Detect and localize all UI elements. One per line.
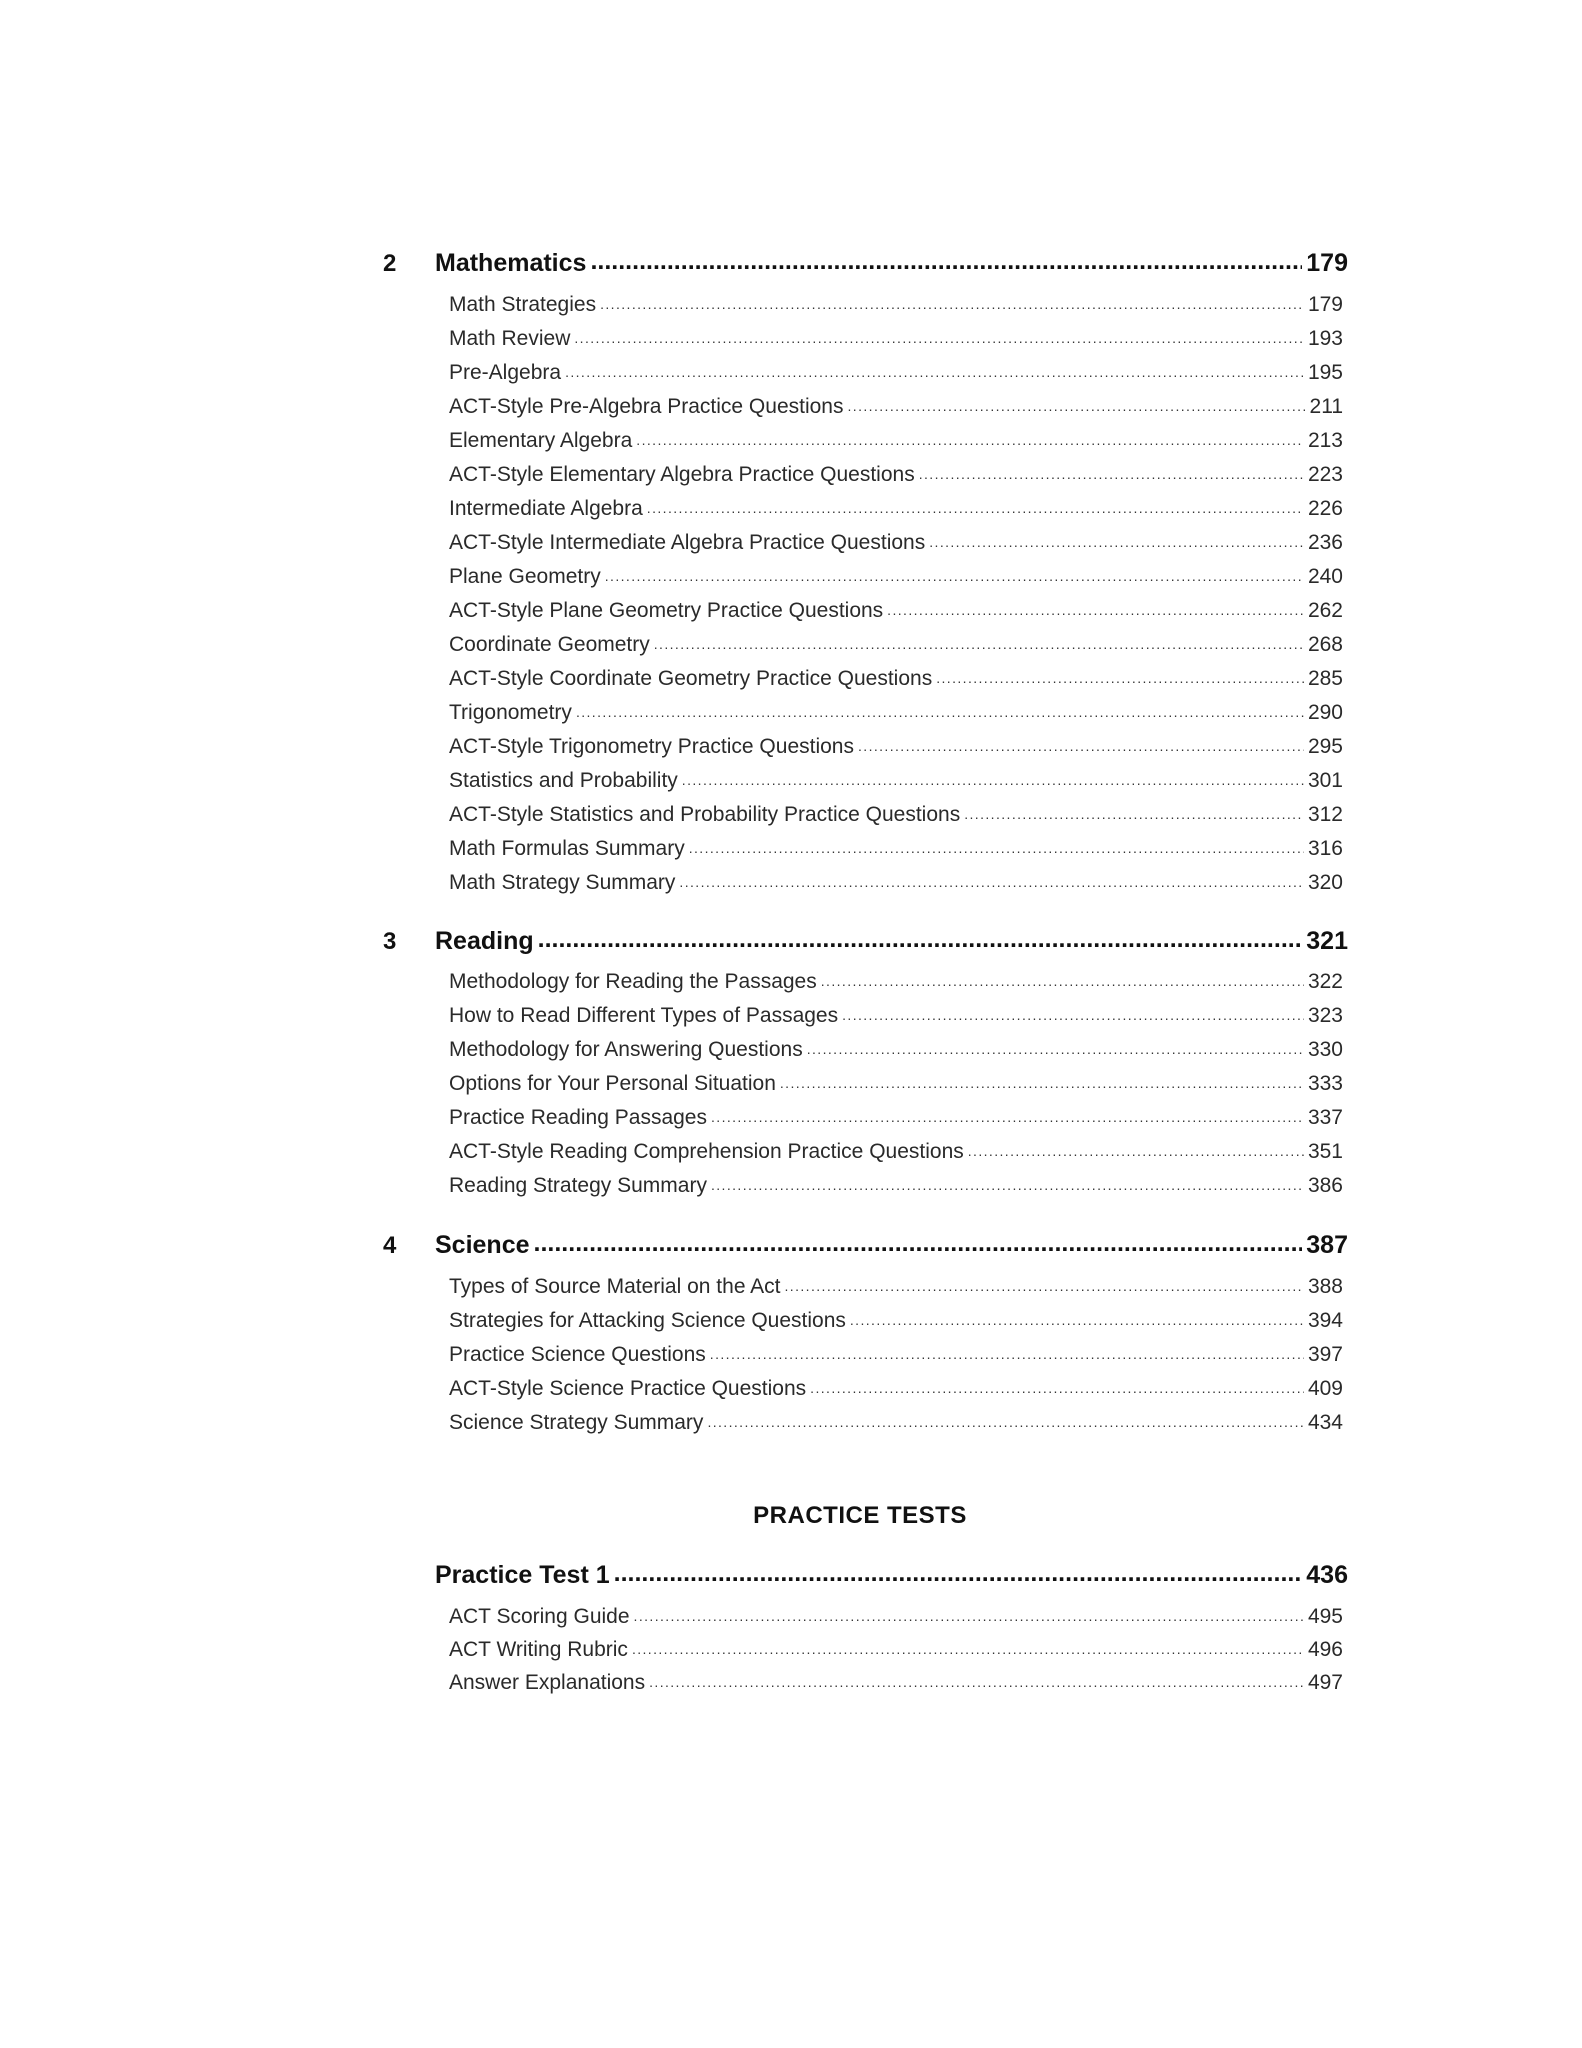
dot-leader	[679, 874, 1304, 890]
dot-leader	[785, 1278, 1304, 1294]
toc-entry[interactable]	[449, 1411, 1343, 1435]
practice-test-title: Practice Test 1	[435, 1561, 610, 1589]
dot-leader	[711, 1177, 1304, 1193]
toc-entry[interactable]	[449, 1004, 1343, 1028]
entry-page-number: 268	[1307, 633, 1343, 656]
toc-entry[interactable]	[449, 463, 1343, 487]
toc-entry[interactable]	[449, 1106, 1343, 1130]
entry-title: Science Strategy Summary	[449, 1411, 704, 1434]
chapter-number: 2	[383, 250, 397, 277]
entry-title: Options for Your Personal Situation	[449, 1072, 776, 1095]
toc-entry[interactable]	[449, 735, 1343, 759]
dot-leader	[576, 704, 1304, 720]
toc-entry[interactable]	[449, 871, 1343, 895]
entry-title: Elementary Algebra	[449, 429, 633, 452]
entry-title: ACT-Style Coordinate Geometry Practice Questions	[449, 667, 933, 690]
chapter-entry-mathematics[interactable]	[435, 249, 1348, 278]
entry-title: ACT-Style Elementary Algebra Practice Questions	[449, 463, 915, 486]
chapter-number: 4	[383, 1232, 397, 1259]
toc-entry[interactable]	[449, 701, 1343, 725]
dot-leader	[810, 1380, 1304, 1396]
toc-entry[interactable]	[449, 395, 1343, 419]
dot-leader	[682, 772, 1304, 788]
entry-page-number: 213	[1307, 429, 1343, 452]
toc-entry[interactable]	[449, 1671, 1343, 1695]
entry-page-number: 312	[1307, 803, 1343, 826]
toc-entry[interactable]	[449, 633, 1343, 657]
chapter-page-number: 321	[1306, 927, 1348, 955]
dot-leader	[634, 1608, 1304, 1624]
dot-leader	[654, 636, 1304, 652]
entry-title: ACT Writing Rubric	[449, 1638, 628, 1661]
entry-page-number: 495	[1307, 1605, 1343, 1628]
entry-title: ACT-Style Plane Geometry Practice Questions	[449, 599, 884, 622]
dot-leader	[574, 330, 1304, 346]
dot-leader	[636, 432, 1304, 448]
entry-page-number: 290	[1307, 701, 1343, 724]
entry-title: How to Read Different Types of Passages	[449, 1004, 839, 1027]
dot-leader	[689, 840, 1304, 856]
dot-leader	[565, 364, 1304, 380]
dot-leader	[707, 1414, 1304, 1430]
entry-page-number: 434	[1307, 1411, 1343, 1434]
toc-entry[interactable]	[449, 361, 1343, 385]
chapter-entry-reading[interactable]	[435, 927, 1348, 956]
dot-leader	[964, 806, 1304, 822]
toc-entry[interactable]	[449, 293, 1343, 317]
entry-title: Math Review	[449, 327, 571, 350]
toc-entry[interactable]	[449, 531, 1343, 555]
entry-page-number: 285	[1307, 667, 1343, 690]
dot-leader	[842, 1007, 1304, 1023]
entry-page-number: 397	[1307, 1343, 1343, 1366]
chapter-title: Mathematics	[435, 249, 587, 277]
entry-title: ACT-Style Science Practice Questions	[449, 1377, 807, 1400]
dot-leader	[807, 1041, 1304, 1057]
entry-title: Math Strategies	[449, 293, 597, 316]
entry-page-number: 226	[1307, 497, 1343, 520]
toc-entry[interactable]	[449, 1605, 1343, 1629]
chapter-title: Science	[435, 1231, 530, 1259]
entry-page-number: 195	[1307, 361, 1343, 384]
dot-leader	[614, 1559, 1303, 1588]
entry-title: Practice Science Questions	[449, 1343, 706, 1366]
practice-test-page-number: 436	[1306, 1561, 1348, 1589]
entry-title: ACT-Style Reading Comprehension Practice Questions	[449, 1140, 964, 1163]
entry-page-number: 330	[1307, 1038, 1343, 1061]
entry-page-number: 295	[1307, 735, 1343, 758]
dot-leader	[710, 1346, 1304, 1362]
entry-title: ACT-Style Statistics and Probability Practice Questions	[449, 803, 961, 826]
entry-page-number: 337	[1307, 1106, 1343, 1129]
entry-page-number: 301	[1307, 769, 1343, 792]
toc-entry[interactable]	[449, 497, 1343, 521]
dot-leader	[605, 568, 1304, 584]
toc-entry[interactable]	[449, 565, 1343, 589]
toc-entry[interactable]	[449, 1174, 1343, 1198]
toc-entry[interactable]	[449, 667, 1343, 691]
entry-page-number: 236	[1307, 531, 1343, 554]
entry-page-number: 323	[1307, 1004, 1343, 1027]
toc-entry[interactable]	[449, 769, 1343, 793]
dot-leader	[850, 1312, 1304, 1328]
entry-title: Statistics and Probability	[449, 769, 678, 792]
dot-leader	[821, 973, 1304, 989]
entry-title: Practice Reading Passages	[449, 1106, 707, 1129]
entry-title: ACT-Style Intermediate Algebra Practice Questions	[449, 531, 926, 554]
toc-entry[interactable]	[449, 429, 1343, 453]
entry-page-number: 394	[1307, 1309, 1343, 1332]
dot-leader	[711, 1109, 1304, 1125]
entry-page-number: 316	[1307, 837, 1343, 860]
dot-leader	[780, 1075, 1304, 1091]
chapter-page-number: 387	[1306, 1231, 1348, 1259]
entry-page-number: 262	[1307, 599, 1343, 622]
dot-leader	[647, 500, 1304, 516]
chapter-title: Reading	[435, 927, 534, 955]
toc-entry[interactable]	[449, 1377, 1343, 1401]
entry-page-number: 211	[1309, 395, 1343, 418]
dot-leader	[858, 738, 1304, 754]
entry-page-number: 409	[1307, 1377, 1343, 1400]
dot-leader	[919, 466, 1304, 482]
toc-entry[interactable]	[449, 1038, 1343, 1062]
entry-title: Coordinate Geometry	[449, 633, 650, 656]
dot-leader	[632, 1641, 1304, 1657]
entry-title: Math Formulas Summary	[449, 837, 685, 860]
entry-title: Math Strategy Summary	[449, 871, 676, 894]
entry-page-number: 322	[1307, 970, 1343, 993]
entry-page-number: 193	[1307, 327, 1343, 350]
toc-entry[interactable]	[449, 1343, 1343, 1367]
entry-page-number: 351	[1307, 1140, 1343, 1163]
entry-title: ACT-Style Pre-Algebra Practice Questions	[449, 395, 844, 418]
entry-title: Answer Explanations	[449, 1671, 646, 1694]
dot-leader	[600, 296, 1304, 312]
toc-entry[interactable]	[449, 1140, 1343, 1164]
practice-test-entry[interactable]	[435, 1561, 1348, 1590]
toc-entry[interactable]	[449, 1309, 1343, 1333]
toc-entry[interactable]	[449, 1072, 1343, 1096]
dot-leader	[848, 398, 1306, 414]
chapter-entry-science[interactable]	[435, 1231, 1348, 1260]
toc-entry[interactable]	[449, 327, 1343, 351]
chapter-number: 3	[383, 928, 397, 955]
dot-leader	[649, 1674, 1304, 1690]
dot-leader	[538, 925, 1303, 954]
entry-page-number: 240	[1307, 565, 1343, 588]
entry-page-number: 179	[1307, 293, 1343, 316]
entry-title: Plane Geometry	[449, 565, 601, 588]
entry-title: ACT-Style Trigonometry Practice Questions	[449, 735, 854, 758]
entry-page-number: 386	[1307, 1174, 1343, 1197]
entry-title: Intermediate Algebra	[449, 497, 643, 520]
toc-entry[interactable]	[449, 599, 1343, 623]
entry-title: Methodology for Reading the Passages	[449, 970, 817, 993]
entry-page-number: 223	[1307, 463, 1343, 486]
entry-page-number: 320	[1307, 871, 1343, 894]
toc-entry[interactable]	[449, 1638, 1343, 1662]
dot-leader	[590, 247, 1302, 276]
practice-tests-heading: PRACTICE TESTS	[753, 1502, 967, 1529]
dot-leader	[887, 602, 1304, 618]
entry-title: ACT Scoring Guide	[449, 1605, 630, 1628]
toc-entry[interactable]	[449, 970, 1343, 994]
entry-page-number: 496	[1307, 1638, 1343, 1661]
entry-page-number: 497	[1307, 1671, 1343, 1694]
entry-page-number: 388	[1307, 1275, 1343, 1298]
entry-title: Methodology for Answering Questions	[449, 1038, 803, 1061]
entry-title: Reading Strategy Summary	[449, 1174, 707, 1197]
dot-leader	[534, 1229, 1303, 1258]
toc-entry[interactable]	[449, 837, 1343, 861]
chapter-page-number: 179	[1306, 249, 1348, 277]
dot-leader	[936, 670, 1304, 686]
dot-leader	[968, 1143, 1304, 1159]
entry-title: Types of Source Material on the Act	[449, 1275, 781, 1298]
toc-entry[interactable]	[449, 803, 1343, 827]
entry-title: Pre-Algebra	[449, 361, 562, 384]
entry-title: Trigonometry	[449, 701, 572, 724]
entry-title: Strategies for Attacking Science Questions	[449, 1309, 846, 1332]
toc-entry[interactable]	[449, 1275, 1343, 1299]
entry-page-number: 333	[1307, 1072, 1343, 1095]
dot-leader	[929, 534, 1304, 550]
